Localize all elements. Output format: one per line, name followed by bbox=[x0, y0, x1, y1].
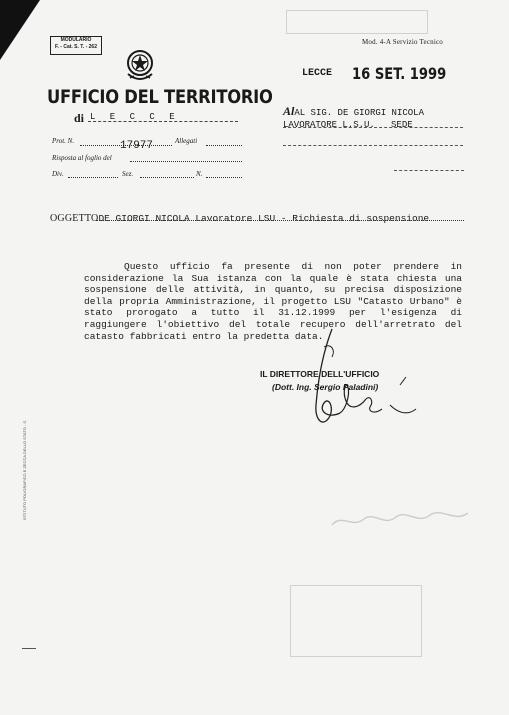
office-city: L E C C E bbox=[90, 112, 180, 122]
addressee-underline-3 bbox=[394, 170, 464, 171]
office-di: di bbox=[74, 111, 85, 125]
signatory-name: (Dott. Ing. Sergio Paladini) bbox=[272, 382, 379, 392]
addressee-prefix: Al bbox=[283, 104, 295, 118]
margin-fold-mark bbox=[22, 648, 36, 649]
letter-date: 16 SET. 1999 bbox=[352, 64, 447, 83]
signatory-title: IL DIRETTORE DELL'UFFICIO bbox=[260, 369, 380, 379]
sez-label: Sez. bbox=[122, 170, 134, 178]
bleedthrough-stamp-bottom bbox=[290, 585, 422, 657]
printer-imprint: ISTITUTO POLIGRAFICO E ZECCA DELLO STATO - S. bbox=[22, 419, 27, 520]
modulario-line-2: F. - Cat. S. T. - 262 bbox=[55, 44, 97, 50]
risposta-label: Risposta al foglio del bbox=[52, 154, 112, 162]
prot-number: 17977 bbox=[120, 140, 154, 152]
signature-block bbox=[260, 368, 379, 394]
scan-corner-shadow bbox=[0, 0, 40, 60]
bleedthrough-handwriting-icon bbox=[330, 505, 470, 535]
subject-text: DE GIORGI NICOLA Lavoratore LSU - Richiesta di sospensione bbox=[98, 213, 430, 224]
form-reference: Mod. 4-A Servizio Tecnico bbox=[362, 38, 443, 46]
subject-label: OGGETTO bbox=[50, 213, 99, 224]
n-dotline bbox=[206, 177, 242, 178]
bleedthrough-stamp-top bbox=[286, 10, 428, 34]
subject-underline bbox=[96, 220, 464, 221]
subject-line bbox=[50, 208, 429, 226]
div-dotline bbox=[68, 177, 118, 178]
body-paragraph: Questo ufficio fa presente di non poter prendere in considerazione la Sua istanza con la quale è stata chiesta una sospensione delle attività, in quanto, su precisa disposizione della propria Amministrazione, il progetto LSU "Catasto Urbano" è stato prorogato a tutto il 31.12.1999 per l'esigenza di raggiungere l'obiettivo del totale recupero dell'arretrato del catasto fabbricati entro la predetta data. bbox=[84, 261, 462, 342]
addressee-line-1: AL SIG. DE GIORGI NICOLA bbox=[294, 108, 424, 118]
republic-emblem-icon bbox=[124, 48, 156, 84]
modulario-box bbox=[50, 36, 102, 55]
div-label: Div. bbox=[52, 170, 64, 178]
sez-dotline bbox=[140, 177, 194, 178]
office-title: UFFICIO DEL TERRITORIO bbox=[47, 86, 273, 108]
prot-label: Prot. N. bbox=[52, 137, 75, 145]
place: LECCE bbox=[302, 68, 333, 79]
addressee-underline-2 bbox=[283, 145, 463, 146]
allegati-dotline bbox=[206, 145, 242, 146]
risposta-dotline bbox=[130, 161, 242, 162]
addressee-line-2: LAVORATORE L.S.U. SEDE bbox=[283, 120, 413, 130]
modulario-line-1: MODULARIO bbox=[60, 37, 92, 43]
addressee-underline-1 bbox=[283, 127, 463, 128]
n-label: N. bbox=[196, 170, 203, 178]
allegati-label: Allegati bbox=[175, 137, 198, 145]
